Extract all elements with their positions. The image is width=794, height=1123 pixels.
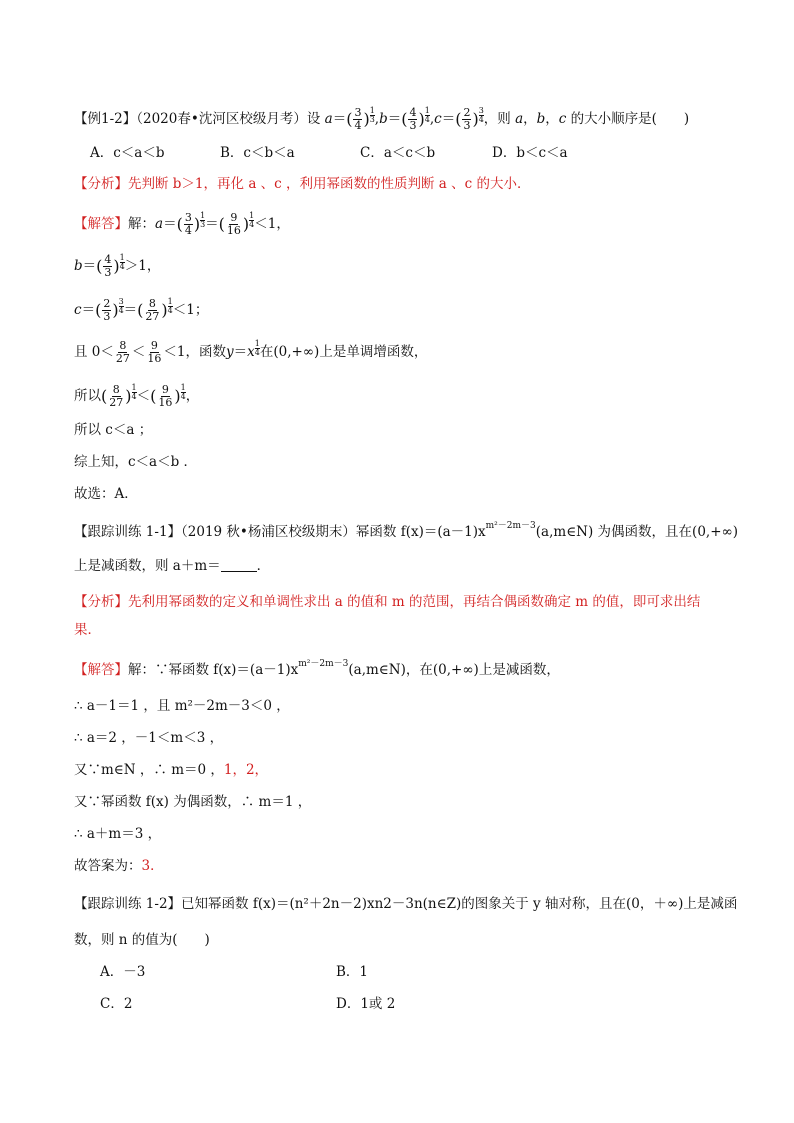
training1-s1-exp: m²－2m－3 (298, 659, 349, 669)
training1-exponent: m²－2m－3 (485, 521, 536, 531)
example-solution-line2: b＝( $\frac{4}{3}$ ) $\frac{1}{4}$ ＞1， (74, 253, 161, 279)
training1-solution-line2: ∴ a－1＝1 ，且 m²－2m－3＜0 ， (74, 698, 290, 714)
example-stem-a: 设 (306, 111, 321, 127)
training1-solution-line6: ∴ a＋m＝3 ， (74, 826, 162, 842)
training1-analysis-line1 (74, 592, 700, 612)
training2-choice-c: C．2 (100, 996, 133, 1012)
training1-label: 【跟踪训练 1-1】 (74, 524, 182, 540)
choice-a: A．c＜a＜b (90, 145, 165, 161)
training1-s1-end: (a,m∈N)，在(0,+∞)上是减函数， (348, 662, 560, 678)
line5: 所以 (74, 388, 101, 404)
line4-b: ，函数 (185, 344, 226, 360)
training1-stem2: (a,m∈N) 为偶函数，且在(0,+∞) (535, 524, 739, 540)
training2-choices-row1 (100, 962, 368, 982)
training1-s4b: 1，2， (223, 762, 269, 778)
training1-s1: 解：∵幂函数 f(x)＝(a－1)x (128, 662, 299, 678)
training1-solution-line1 (74, 660, 560, 680)
training1-stem1: 幂函数 f(x)＝(a－1)x (355, 524, 486, 540)
training1-analysis-line2: 果． (74, 622, 101, 638)
example-solution-line6: 所以 c＜a ； (74, 422, 153, 438)
training1-solution-line5: 又∵幂函数 f(x) 为偶函数，∴ m＝1 ， (74, 794, 312, 810)
answer-blank (221, 558, 257, 572)
example-analysis (74, 174, 531, 194)
training1-solution-label: 【解答】 (74, 662, 128, 678)
training1-answer-line (74, 856, 164, 876)
training2-choices-row2 (100, 994, 395, 1014)
choice-d: D．b＜c＜a (492, 145, 568, 161)
training1-line2 (74, 556, 270, 576)
example-stem-b: ，则 (483, 111, 511, 127)
training1-solution-line4 (74, 760, 268, 780)
training1-solution-line3: ∴ a＝2 ，－1＜m＜3 ， (74, 730, 224, 746)
training2-choice-a: A．－3 (100, 964, 146, 980)
training1-source: （2019 秋•杨浦区校级期末） (181, 524, 356, 540)
training1-analysis1: 先利用幂函数的定义和单调性求出 a 的值和 m 的范围，再结合偶函数确定 m 的值，即可求出结 (128, 594, 701, 610)
line4-a: 且 0＜ (74, 344, 114, 360)
example-solution-line8: 故选：A． (74, 486, 138, 502)
choice-b: B．c＜b＜a (220, 145, 295, 161)
training2-stem1: 已知幂函数 f(x)＝(n²＋2n－2)xn2－3n(n∈Z)的图象关于 y 轴对称，且在(0，＋∞)上是减函 (181, 896, 738, 912)
training1-stem3: 上是减函数，则 a＋m＝ (74, 558, 221, 574)
example-choices (90, 143, 568, 163)
training2-choice-b: B．1 (336, 964, 369, 980)
training1-s4a: 又∵m∈N ，∴ m＝0 ， (74, 762, 224, 778)
example-solution-line4: 且 0＜ $\frac{8}{27}$ ＜ $\frac{9}{16}$ ＜1，函数y＝x $\frac{1}{4}$ 在(0,+∞)上是单调增函数， (74, 339, 428, 365)
training1-stem3-end: ． (256, 558, 271, 574)
example-title-line: 【例1-2】（2020春•沈河区校级月考）设 a＝( $\frac{3}{4}$ ) $\frac{1}{3}$ ,b＝( $\frac{4}{3}$ ) $\frac{1}{4}$ ,c＝( $\frac{2}{3}$ ) $\frac{3}{4}$ ，则 a，b，c 的大小顺序是( ) (74, 106, 690, 132)
solution-label: 【解答】 (74, 216, 128, 232)
choice-c: C．a＜c＜b (360, 145, 436, 161)
analysis-label: 【分析】 (74, 176, 128, 192)
training2-choice-d: D．1或 2 (336, 996, 396, 1012)
example-solution-line5: 所以( $\frac{8}{27}$ ) $\frac{1}{4}$ ＜( $\frac{9}{16}$ ) $\frac{1}{4}$ ， (74, 383, 200, 409)
analysis-text: 先判断 b＞1，再化 a 、c ，利用幂函数的性质判断 a 、c 的大小． (128, 176, 531, 192)
training2-label: 【跟踪训练 1-2】 (74, 896, 182, 912)
solution-start: 解： (128, 216, 155, 232)
training1-title-line (74, 522, 738, 542)
line4-c: 在(0,+∞)上是单调增函数， (259, 344, 428, 360)
example-stem-c: 的大小顺序是( ) (570, 111, 690, 127)
training1-analysis-label: 【分析】 (74, 594, 128, 610)
training2-line2: 数，则 n 的值为( ) (74, 932, 210, 948)
example-label: 【例1-2】 (74, 111, 137, 127)
example-solution-line3: c＝( $\frac{2}{3}$ ) $\frac{3}{4}$ ＝( $\frac{8}{27}$ ) $\frac{1}{4}$ ＜1； (74, 297, 209, 323)
example-solution-line7: 综上知，c＜a＜b ． (74, 454, 198, 470)
training2-line1 (74, 894, 737, 914)
example-solution-line1: 【解答】解：a＝( $\frac{3}{4}$ ) $\frac{1}{3}$ ＝( $\frac{9}{16}$ ) $\frac{1}{4}$ ＜1， (74, 211, 290, 237)
example-source: （2020春•沈河区校级月考） (136, 111, 307, 127)
training1-answer-label: 故答案为： (74, 858, 142, 874)
training1-answer: 3． (141, 858, 164, 874)
